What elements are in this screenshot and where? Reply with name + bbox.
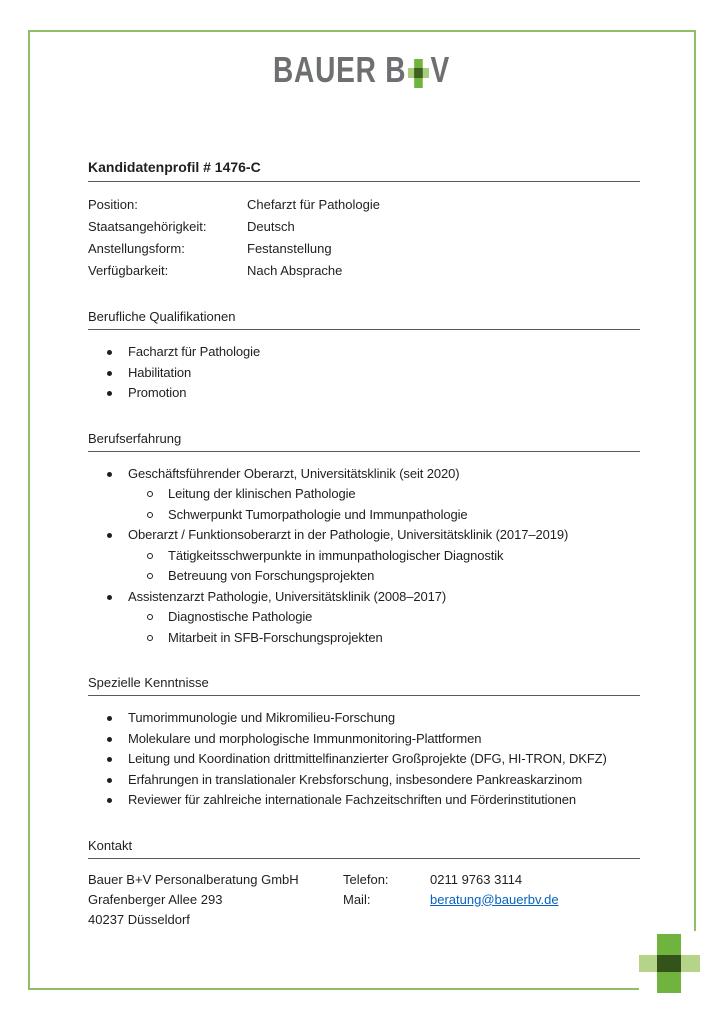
list-subitem — [88, 484, 640, 505]
list-item — [88, 525, 640, 546]
list-item — [88, 342, 640, 363]
list-subitem — [88, 566, 640, 587]
phone-number: 0211 9763 3114 — [430, 871, 523, 887]
kontakt-block — [88, 870, 640, 930]
page-border-top — [28, 30, 696, 32]
list-item-text: Molekulare und morphologische Immunmonitoring-Plattformen — [128, 730, 482, 746]
bullet-dot-icon — [107, 798, 112, 803]
list-item-text: Tumorimmunologie und Mikromilieu-Forschung — [128, 710, 395, 725]
bullet-list — [88, 342, 640, 404]
list-item-text: Facharzt für Pathologie — [128, 344, 261, 359]
list-item — [88, 749, 640, 770]
section-heading: Spezielle Kenntnisse — [88, 674, 640, 696]
section-berufserfahrung — [88, 430, 640, 649]
list-item — [88, 383, 640, 404]
list-item-text: Oberarzt / Funktionsoberarzt in der Pathologie, Universitätsklinik (2017–2019) — [128, 527, 569, 542]
list-item — [88, 729, 640, 750]
profile-value: Nach Absprache — [247, 263, 343, 278]
profile-row — [88, 194, 640, 216]
list-item-text: Assistenzarzt Pathologie, Universitätsklinik (2008–2017) — [128, 588, 447, 604]
kontakt-address — [88, 870, 343, 930]
list-item-text: Diagnostische Pathologie — [168, 609, 313, 624]
profile-table — [88, 194, 640, 282]
profile-value: Festanstellung — [247, 241, 332, 256]
list-item — [88, 708, 640, 729]
list-item — [88, 464, 640, 485]
profile-row — [88, 216, 640, 238]
green-cross-icon — [408, 59, 429, 88]
bullet-dot-icon — [107, 472, 112, 477]
brand-logo — [273, 49, 451, 90]
list-subitem — [88, 505, 640, 526]
bullet-circle-icon — [147, 553, 153, 559]
list-item — [88, 363, 640, 384]
kontakt-city: 40237 Düsseldorf — [88, 911, 190, 927]
profile-label: Verfügbarkeit: — [88, 263, 169, 278]
list-item-text: Habilitation — [128, 364, 192, 380]
list-item — [88, 770, 640, 791]
list-item-text: Tätigkeitsschwerpunkte in immunpathologischer Diagnostik — [168, 547, 504, 563]
section-heading: Berufserfahrung — [88, 430, 640, 452]
bullet-circle-icon — [147, 635, 153, 641]
kontakt-street: Grafenberger Allee 293 — [88, 891, 223, 907]
document-body — [88, 158, 640, 930]
bullet-dot-icon — [107, 391, 112, 396]
bullet-dot-icon — [107, 533, 112, 538]
bullet-circle-icon — [147, 491, 153, 497]
mail-label: Mail: — [343, 891, 371, 907]
list-item-text: Leitung der klinischen Pathologie — [168, 486, 356, 501]
bullet-dot-icon — [107, 757, 112, 762]
section-berufliche-qualifikationen — [88, 308, 640, 404]
bullet-circle-icon — [147, 512, 153, 518]
profile-row — [88, 238, 640, 260]
list-item-text: Schwerpunkt Tumorpathologie und Immunpathologie — [168, 506, 468, 522]
bullet-dot-icon — [107, 778, 112, 783]
profile-label: Anstellungsform: — [88, 241, 185, 256]
list-item-text: Mitarbeit in SFB-Forschungsprojekten — [168, 629, 383, 645]
list-item-text: Reviewer für zahlreiche internationale Fachzeitschriften und Förderinstitutionen — [128, 792, 576, 807]
bullet-dot-icon — [107, 371, 112, 376]
cross-intersection — [657, 955, 681, 972]
profile-row — [88, 260, 640, 282]
list-item-text: Betreuung von Forschungsprojekten — [168, 568, 375, 583]
kontakt-labels — [343, 870, 430, 930]
logo-text-right: V — [431, 49, 451, 90]
kontakt-values — [430, 870, 559, 930]
bullet-dot-icon — [107, 595, 112, 600]
bullet-dot-icon — [107, 716, 112, 721]
page-border-right — [694, 30, 696, 931]
list-subitem — [88, 546, 640, 567]
section-kontakt — [88, 837, 640, 930]
list-item — [88, 790, 640, 811]
section-heading: Berufliche Qualifikationen — [88, 308, 640, 330]
email-link[interactable]: beratung@bauerbv.de — [430, 891, 559, 907]
list-subitem — [88, 628, 640, 649]
list-item-text: Erfahrungen in translationaler Krebsforschung, insbesondere Pankreaskarzinom — [128, 771, 583, 787]
corner-green-cross-icon — [639, 934, 700, 993]
section-spezielle-kenntnisse — [88, 674, 640, 811]
logo-row — [0, 49, 724, 90]
page-border-bottom — [28, 988, 639, 990]
bullet-circle-icon — [147, 614, 153, 620]
kontakt-company: Bauer B+V Personalberatung GmbH — [88, 871, 299, 887]
bullet-list — [88, 708, 640, 811]
profile-value: Deutsch — [247, 219, 295, 234]
bullet-list — [88, 464, 640, 649]
document-title: Kandidatenprofil # 1476-C — [88, 158, 640, 182]
list-item — [88, 587, 640, 608]
bullet-dot-icon — [107, 350, 112, 355]
logo-text-left: BAUER B — [273, 49, 407, 90]
page-border-left — [28, 30, 30, 990]
bullet-dot-icon — [107, 737, 112, 742]
list-subitem — [88, 607, 640, 628]
profile-label: Position: — [88, 197, 138, 212]
profile-label: Staatsangehörigkeit: — [88, 219, 207, 234]
bullet-circle-icon — [147, 573, 153, 579]
section-heading: Kontakt — [88, 837, 640, 859]
list-item-text: Geschäftsführender Oberarzt, Universitätsklinik (seit 2020) — [128, 465, 460, 481]
list-item-text: Leitung und Koordination drittmittelfinanzierter Großprojekte (DFG, HI-TRON, DKFZ) — [128, 751, 607, 766]
phone-label: Telefon: — [343, 871, 389, 887]
list-item-text: Promotion — [128, 385, 187, 400]
profile-value: Chefarzt für Pathologie — [247, 197, 380, 212]
